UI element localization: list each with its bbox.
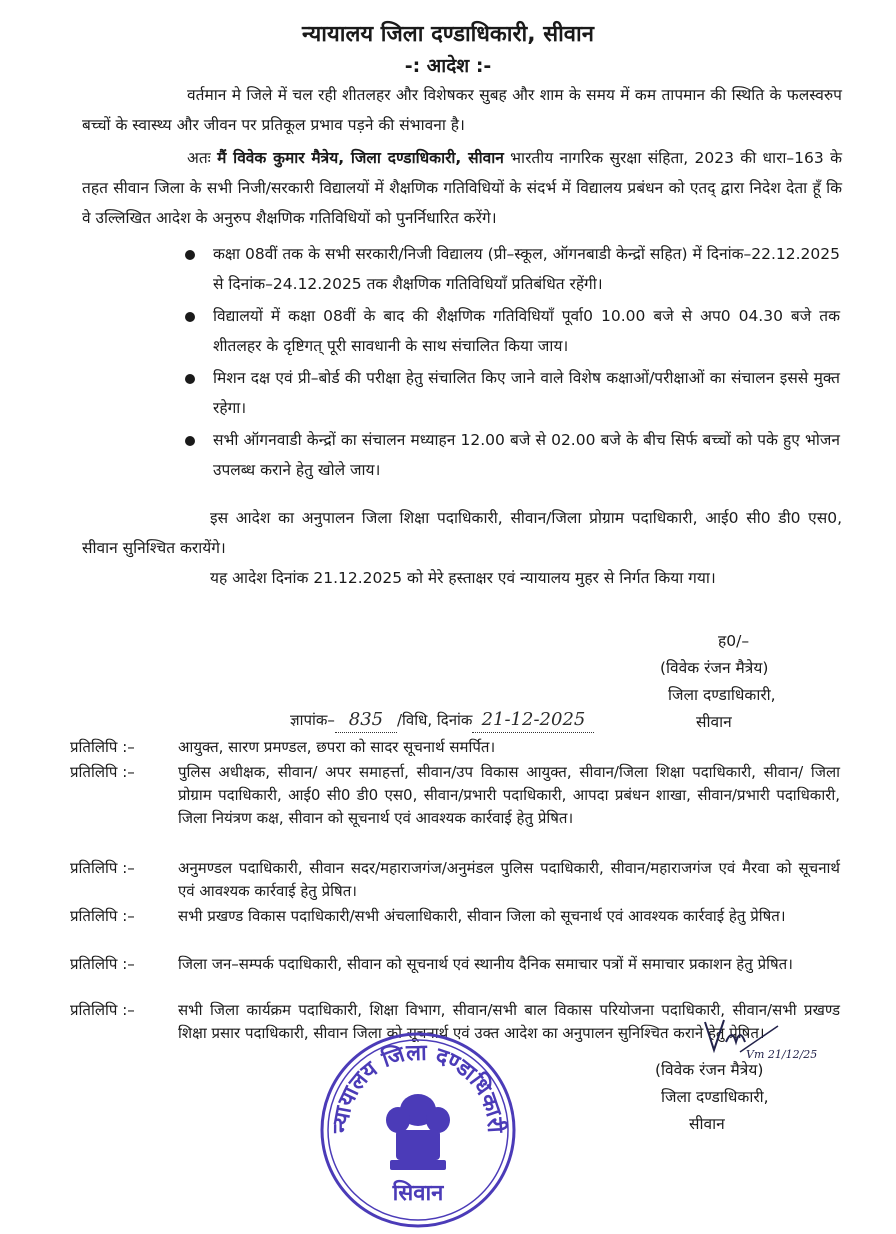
copy-recipient: सभी जिला कार्यक्रम पदाधिकारी, शिक्षा विभाग, सीवान/सभी बाल विकास परियोजना पदाधिकारी, सीवान/सभी प्रखण्ड शिक्षा प्रसार पदाधिकारी, सीवान जिला को सूचनार्थ एवं उक्त आदेश का अनुपालन सुनिश्चित कराने हेतु प्रेषित।	[178, 1001, 840, 1042]
copy-item	[70, 857, 840, 905]
copy-label: प्रतिलिपि :–	[70, 738, 135, 756]
bullet-icon	[185, 312, 195, 322]
copy-item	[70, 761, 840, 857]
copy-item	[70, 736, 840, 761]
list-item	[185, 425, 840, 487]
list-item-text: मिशन दक्ष एवं प्री–बोर्ड की परीक्षा हेतु संचालित किए जाने वाले विशेष कक्षाओं/परीक्षाओं का संचालन इससे मुक्त रहेगा।	[213, 369, 840, 417]
memo-line	[290, 708, 690, 733]
signature-scribble	[700, 1012, 818, 1062]
issue-statement: यह आदेश दिनांक 21.12.2025 को मेरे हस्ताक्षर एवं न्यायालय मुहर से निर्गत किया गया।	[210, 569, 716, 587]
signatory-designation: जिला दण्डाधिकारी,	[668, 686, 776, 704]
signed-mark: ह0/–	[718, 632, 750, 650]
copy-label: प्रतिलिपि :–	[70, 859, 135, 877]
signature-date: Vm 21/12/25	[746, 1048, 818, 1061]
bullet-list	[185, 239, 840, 487]
signature-block-bottom	[655, 1057, 875, 1138]
signatory-place: सीवान	[689, 1115, 725, 1133]
copy-recipient: आयुक्त, सारण प्रमण्डल, छपरा को सादर सूचनार्थ समर्पित।	[178, 738, 496, 756]
intro-paragraph: वर्तमान मे जिले में चल रही शीतलहर और विशेषकर सुबह और शाम के समय में कम तापमान की स्थिति के फलस्वरुप बच्चों के स्वास्थ्य और जीवन पर प्रतिकूल प्रभाव पड़ने की संभावना है।	[82, 86, 842, 134]
bullet-icon	[185, 374, 195, 384]
memo-number: 835	[348, 709, 384, 730]
order-paragraph	[82, 143, 842, 233]
document-title: न्यायालय जिला दण्डाधिकारी, सीवान	[302, 22, 594, 47]
list-item-text: विद्यालयों में कक्षा 08वीं के बाद की शैक्षणिक गतिविधियाँ पूर्वा0 10.00 बजे से अप0 04.30 बजे तक शीतलहर के दृष्टिगत् पूरी सावधानी के साथ संचालित किया जाय।	[213, 307, 840, 355]
order-authority: मैं विवेक कुमार मैत्रेय, जिला दण्डाधिकारी, सीवान	[217, 149, 504, 167]
copy-recipient: जिला जन–सम्पर्क पदाधिकारी, सीवान को सूचनार्थ एवं स्थानीय दैनिक समाचार पत्रों में समाचार प्रकाशन हेतु प्रेषित।	[178, 955, 793, 973]
court-seal	[318, 1030, 518, 1230]
list-item-text: सभी ऑगनवाडी केन्द्रों का संचालन मध्याहन 12.00 बजे से 02.00 बजे के बीच सिर्फ बच्चों को पके हुए भोजन उपलब्ध कराने हेतु खोले जाय।	[213, 431, 840, 479]
memo-date: 21-12-2025	[481, 709, 586, 730]
memo-label: ज्ञापांक–	[290, 711, 335, 729]
seal-graphic	[318, 1030, 518, 1230]
seal-top-text: न्यायालय जिला दण्डाधिकारी	[328, 1040, 508, 1134]
signatory-name: (विवेक रंजन मैत्रेय)	[655, 1061, 764, 1079]
signature-block-top	[660, 628, 880, 736]
copy-recipient: पुलिस अधीक्षक, सीवान/ अपर समाहर्त्ता, सीवान/उप विकास आयुक्त, सीवान/जिला शिक्षा पदाधिकारी, सीवान/ जिला प्रोग्राम पदाधिकारी, आई0 सी0 डी0 एस0, सीवान/प्रभारी पदाधिकारी, आपदा प्रबंधन शाखा, सीवान/प्रभारी पदाधिकारी, जिला नियंत्रण कक्ष, सीवान को सूचनार्थ एवं आवश्यक कार्रवाई हेतु प्रेषित।	[178, 763, 840, 827]
emblem-icon	[386, 1094, 450, 1170]
signatory-designation: जिला दण्डाधिकारी,	[661, 1088, 769, 1106]
handwritten-signature	[700, 1012, 818, 1062]
compliance-paragraph: इस आदेश का अनुपालन जिला शिक्षा पदाधिकारी, सीवान/जिला प्रोग्राम पदाधिकारी, आई0 सी0 डी0 एस0, सीवान सुनिश्चित करायेंगे।	[82, 509, 842, 557]
list-item	[185, 363, 840, 425]
copy-label: प्रतिलिपि :–	[70, 1001, 135, 1019]
seal-bottom-text: सिवान	[392, 1181, 444, 1206]
order-heading: -: आदेश :-	[404, 55, 492, 77]
memo-dept: /विधि, दिनांक	[396, 711, 473, 729]
copy-label: प्रतिलिपि :–	[70, 907, 135, 925]
order-text: भारतीय नागरिक सुरक्षा संहिता, 2023 की धारा–163 के तहत सीवान जिला के सभी निजी/सरकारी विद्यालयों में शैक्षणिक गतिविधियों के संदर्भ में विद्यालय प्रबंधन को एतद् द्वारा निदेश देता हूँ कि वे उल्लिखित आदेश के अनुरुप शैक्षणिक गतिविधियों को पुनर्निधारित करेंगे।	[82, 149, 842, 227]
bullet-icon	[185, 250, 195, 260]
copy-recipient: अनुमण्डल पदाधिकारी, सीवान सदर/महाराजगंज/अनुमंडल पुलिस पदाधिकारी, सीवान/महाराजगंज एवं मैरवा को सूचनार्थ एवं आवश्यक कार्रवाई हेतु प्रेषित।	[178, 859, 840, 900]
list-item	[185, 239, 840, 301]
list-item-text: कक्षा 08वीं तक के सभी सरकारी/निजी विद्यालय (प्री–स्कूल, ऑगनबाडी केन्द्रों सहित) में दिनांक–22.12.2025 से दिनांक–24.12.2025 तक शैक्षणिक गतिविधियाँ प्रतिबंधित रहेंगी।	[213, 245, 840, 293]
copy-recipient: सभी प्रखण्ड विकास पदाधिकारी/सभी अंचलाधिकारी, सीवान जिला को सूचनार्थ एवं आवश्यक कार्रवाई हेतु प्रेषित।	[178, 907, 786, 925]
copy-label: प्रतिलिपि :–	[70, 763, 135, 781]
copy-label: प्रतिलिपि :–	[70, 955, 135, 973]
order-prefix: अतः	[187, 149, 211, 167]
bullet-icon	[185, 436, 195, 446]
copy-item	[70, 953, 840, 999]
list-item	[185, 301, 840, 363]
copy-item	[70, 905, 840, 953]
signatory-name: (विवेक रंजन मैत्रेय)	[660, 659, 769, 677]
signatory-place: सीवान	[696, 713, 732, 731]
